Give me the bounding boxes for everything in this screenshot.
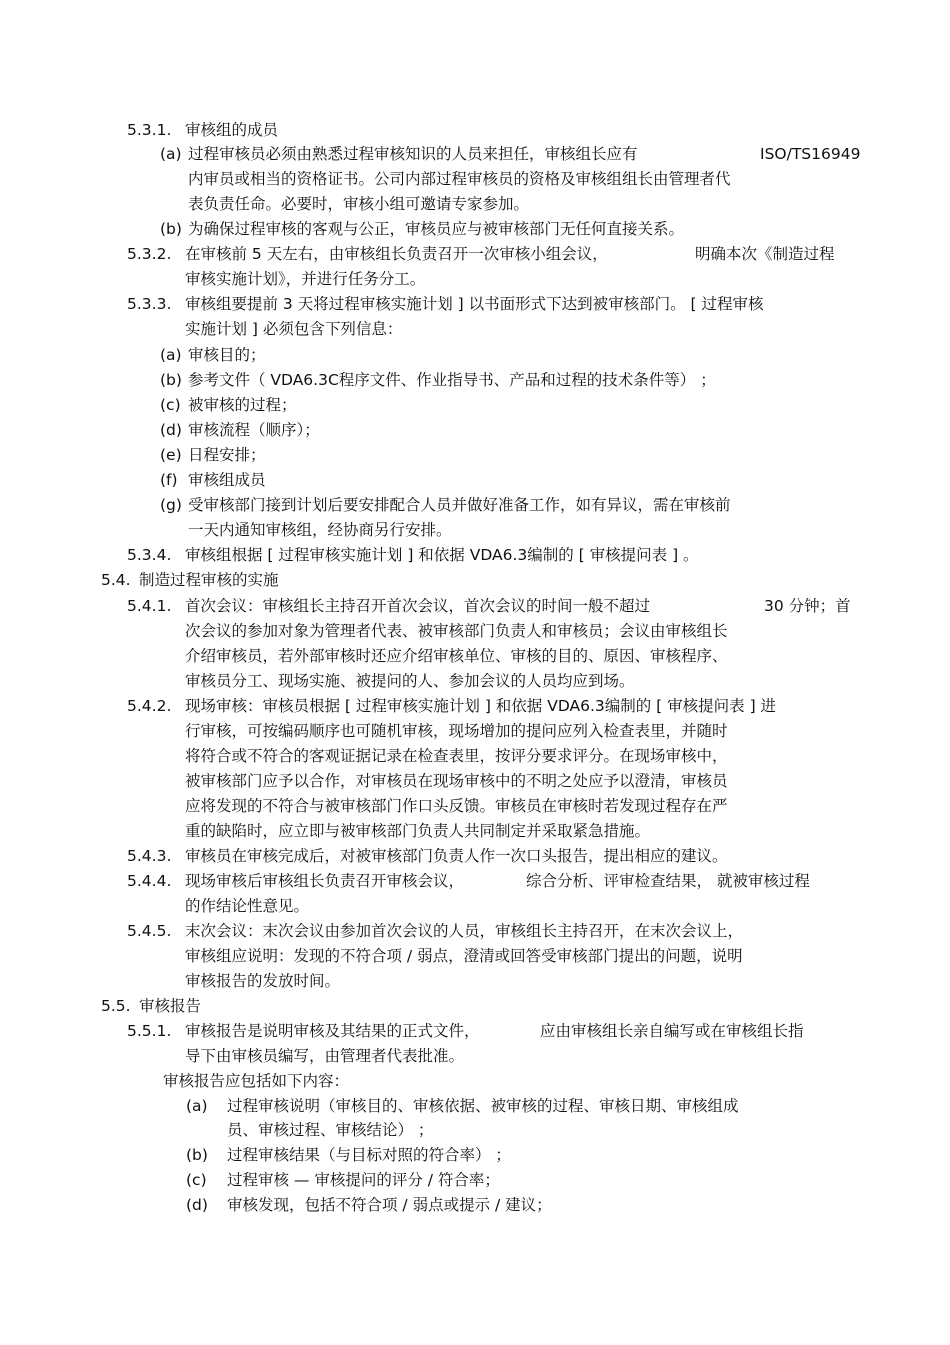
paragraph-line: 明确本次《制造过程 (695, 245, 835, 263)
paragraph-line: 次会议的参加对象为管理者代表、被审核部门负责人和审核员；会议由审核组长 (185, 622, 728, 640)
paragraph-line: 审核员分工、现场实施、被提问的人、参加会议的人员均应到场。 (185, 672, 635, 690)
item-label: (c) (160, 396, 181, 414)
paragraph-line: 审核报告的发放时间。 (185, 972, 341, 990)
paragraph-line: 介绍审核员，若外部审核时还应介绍审核单位、审核的目的、原因、审核程序、 (185, 647, 728, 665)
paragraph-line: 综合分析、评审检查结果， 就被审核过程 (526, 872, 810, 890)
section-number: 5.4.3. (127, 847, 172, 865)
paragraph-line: 内审员或相当的资格证书。公司内部过程审核员的资格及审核组组长由管理者代 (188, 170, 731, 188)
item-label: (b) (160, 220, 182, 238)
section-heading: 审核组的成员 (185, 121, 279, 139)
section-number: 5.4.5. (127, 922, 172, 940)
paragraph-line: 现场审核：审核员根据 [ 过程审核实施计划 ] 和依据 VDA6.3编制的 [ 审核提问表 ] 进 (185, 697, 777, 715)
item-label: (e) (160, 446, 182, 464)
item-label: (a) (186, 1097, 208, 1115)
section-number: 5.4.2. (127, 697, 172, 715)
section-number: 5.3.4. (127, 546, 172, 564)
paragraph-line: 审核报告是说明审核及其结果的正式文件， (185, 1022, 480, 1040)
paragraph-line: 末次会议：末次会议由参加首次会议的人员，审核组长主持召开，在末次会议上， (185, 922, 744, 940)
paragraph-line: 应由审核组长亲自编写或在审核组长指 (540, 1022, 804, 1040)
list-item-continuation: 员、审核过程、审核结论） ； (227, 1121, 434, 1139)
section-number: 5.3.2. (127, 245, 172, 263)
paragraph-line: 30 分钟；首 (764, 597, 851, 615)
item-label: (d) (186, 1196, 208, 1214)
list-item: 受审核部门接到计划后要安排配合人员并做好准备工作，如有异议，需在审核前 (188, 496, 731, 514)
list-item-continuation: 一天内通知审核组，经协商另行安排。 (188, 521, 452, 539)
paragraph-line: 审核实施计划》，并进行任务分工。 (185, 270, 426, 288)
item-label: (a) (160, 346, 182, 364)
paragraph-line: 现场审核后审核组长负责召开审核会议， (185, 872, 465, 890)
section-number: 5.4.1. (127, 597, 172, 615)
section-number: 5.4. (101, 571, 131, 589)
list-item: 参考文件（ VDA6.3C程序文件、作业指导书、产品和过程的技术条件等） ； (188, 371, 716, 389)
paragraph-line: ISO/TS16949 (760, 145, 861, 163)
section-heading: 审核报告 (139, 997, 202, 1015)
paragraph-line: 导下由审核员编写，由管理者代表批准。 (185, 1047, 465, 1065)
paragraph-line: 的作结论性意见。 (185, 897, 310, 915)
paragraph-line: 被审核部门应予以合作，对审核员在现场审核中的不明之处应予以澄清，审核员 (185, 772, 728, 790)
paragraph-line: 审核组应说明：发现的不符合项 / 弱点，澄清或回答受审核部门提出的问题，说明 (185, 947, 743, 965)
item-label: (d) (160, 421, 182, 439)
list-item: 过程审核结果（与目标对照的符合率） ； (227, 1146, 511, 1164)
paragraph-line: 过程审核员必须由熟悉过程审核知识的人员来担任，审核组长应有 (188, 145, 638, 163)
list-item: 审核目的； (188, 346, 266, 364)
section-number: 5.5.1. (127, 1022, 172, 1040)
section-heading: 制造过程审核的实施 (139, 571, 279, 589)
list-item: 审核组成员 (188, 471, 266, 489)
section-number: 5.3.3. (127, 295, 172, 313)
list-item: 过程审核说明（审核目的、审核依据、被审核的过程、审核日期、审核组成 (227, 1097, 739, 1115)
paragraph-line: 为确保过程审核的客观与公正，审核员应与被审核部门无任何直接关系。 (188, 220, 685, 238)
list-item: 日程安排； (188, 446, 266, 464)
paragraph-line: 行审核，可按编码顺序也可随机审核，现场增加的提问应列入检查表里，并随时 (185, 722, 728, 740)
paragraph-line: 审核组要提前 3 天将过程审核实施计划 ] 以书面形式下达到被审核部门。 [ 过程审核 (185, 295, 764, 313)
item-label: (c) (186, 1171, 207, 1189)
section-number: 5.4.4. (127, 872, 172, 890)
paragraph-line: 审核员在审核完成后，对被审核部门负责人作一次口头报告，提出相应的建议。 (185, 847, 728, 865)
paragraph-line: 将符合或不符合的客观证据记录在检查表里，按评分要求评分。在现场审核中， (185, 747, 728, 765)
item-label: (f) (160, 471, 178, 489)
item-label: (b) (186, 1146, 208, 1164)
paragraph-line: 首次会议：审核组长主持召开首次会议，首次会议的时间一般不超过 (185, 597, 651, 615)
section-number: 5.3.1. (127, 121, 172, 139)
paragraph-line: 审核组根据 [ 过程审核实施计划 ] 和依据 VDA6.3编制的 [ 审核提问表 ] 。 (185, 546, 699, 564)
section-number: 5.5. (101, 997, 131, 1015)
item-label: (g) (160, 496, 182, 514)
list-item: 过程审核 — 审核提问的评分 / 符合率； (227, 1171, 500, 1189)
paragraph-line: 在审核前 5 天左右，由审核组长负责召开一次审核小组会议， (185, 245, 608, 263)
item-label: (a) (160, 145, 182, 163)
list-item: 审核流程（顺序）； (188, 421, 320, 439)
paragraph-line: 实施计划 ] 必须包含下列信息： (185, 320, 403, 338)
item-label: (b) (160, 371, 182, 389)
paragraph-line: 重的缺陷时，应立即与被审核部门负责人共同制定并采取紧急措施。 (185, 822, 651, 840)
paragraph-line: 审核报告应包括如下内容： (163, 1072, 350, 1090)
list-item: 审核发现，包括不符合项 / 弱点或提示 / 建议； (227, 1196, 552, 1214)
paragraph-line: 应将发现的不符合与被审核部门作口头反馈。审核员在审核时若发现过程存在严 (185, 797, 728, 815)
list-item: 被审核的过程； (188, 396, 297, 414)
paragraph-line: 表负责任命。必要时，审核小组可邀请专家参加。 (188, 195, 530, 213)
